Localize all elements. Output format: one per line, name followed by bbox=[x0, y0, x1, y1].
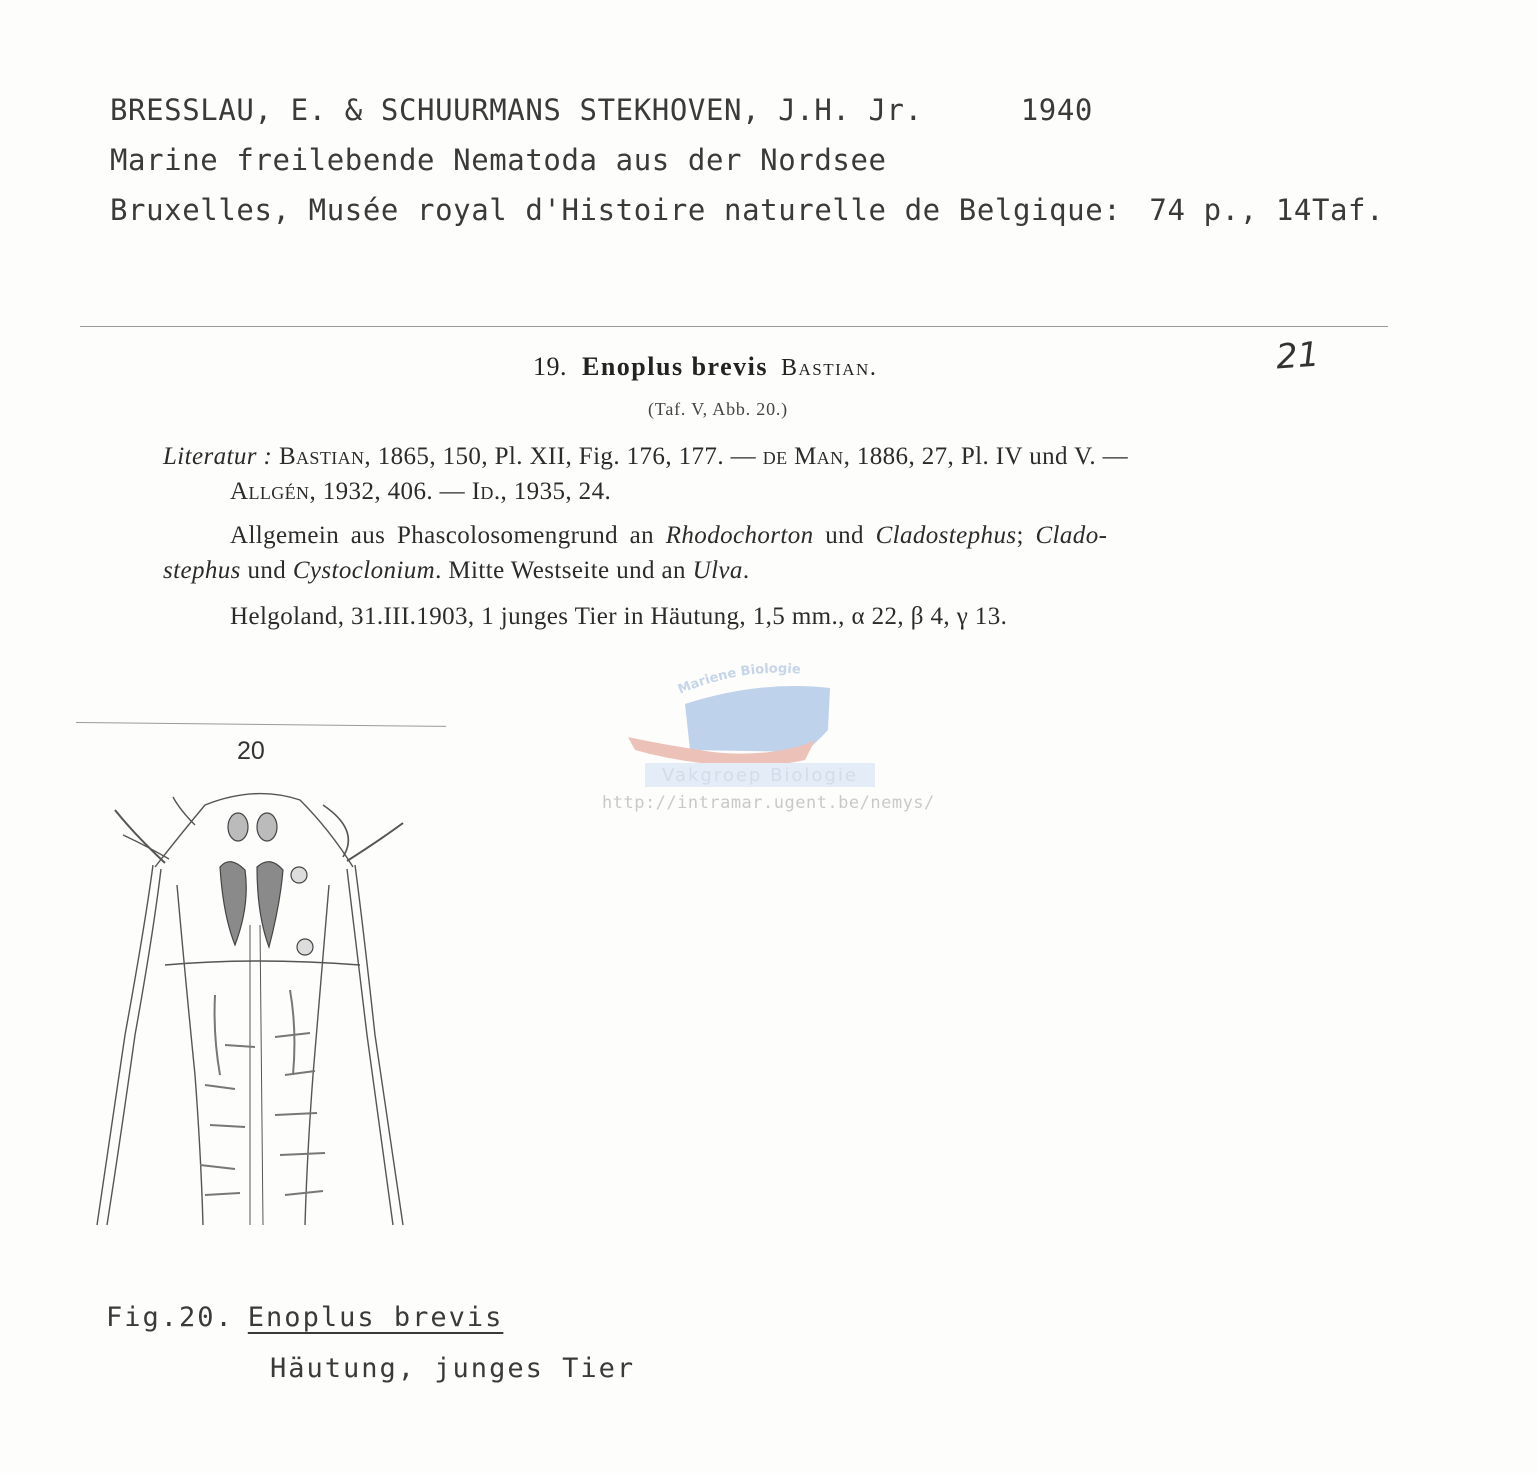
habitat-text: ; bbox=[1016, 522, 1036, 549]
reference-year: 1940 bbox=[1020, 93, 1093, 127]
habitat-genus: Cystoclonium bbox=[292, 557, 436, 584]
literature-line-2 bbox=[230, 478, 611, 506]
species-author: Bastian. bbox=[780, 355, 878, 381]
literature-line-1 bbox=[163, 443, 1128, 471]
nematode-head-illustration bbox=[85, 775, 425, 1235]
reference-authors-text: BRESSLAU, E. & SCHUURMANS STEKHOVEN, J.H. Jr. bbox=[110, 93, 923, 127]
handwritten-page-number: 21 bbox=[1274, 334, 1321, 378]
figure-caption-subtitle: Häutung, junges Tier bbox=[270, 1353, 636, 1384]
watermark-arc-text: Mariene Biologie bbox=[675, 661, 802, 698]
literature-label: Literatur : bbox=[163, 443, 273, 470]
species-name: Enoplus brevis bbox=[582, 352, 768, 381]
reference-title: Marine freilebende Nematoda aus der Nordsee bbox=[110, 143, 887, 177]
habitat-text: und bbox=[813, 522, 876, 549]
habitat-line-1 bbox=[230, 522, 1107, 550]
reference-publisher-text: Bruxelles, Musée royal d'Histoire naturelle de Belgique: bbox=[110, 193, 1122, 227]
divider-top bbox=[80, 326, 1388, 327]
figure-number: 20 bbox=[237, 737, 265, 765]
watermark-group-name: Vakgroep Biologie bbox=[662, 765, 858, 786]
habitat-genus: Rhodochorton bbox=[665, 522, 814, 549]
literature-text: , 1886, 27, Pl. IV und V. — bbox=[843, 443, 1129, 470]
figure-caption-prefix: Fig.20. bbox=[106, 1302, 234, 1333]
habitat-text: und bbox=[240, 557, 293, 584]
divider-figure bbox=[76, 722, 446, 727]
habitat-text: Allgemein aus Phascolosomengrund an bbox=[230, 522, 666, 549]
literature-author-allgen: Allgén bbox=[230, 478, 310, 505]
habitat-genus: Ulva bbox=[692, 557, 743, 584]
habitat-genus: stephus bbox=[163, 557, 241, 584]
habitat-text: . Mitte Westseite und an bbox=[435, 557, 693, 584]
watermark-sail-shape bbox=[685, 686, 830, 752]
reference-publisher bbox=[110, 193, 1384, 227]
literature-author-deman: de Man bbox=[762, 443, 844, 470]
habitat-text: . bbox=[742, 557, 750, 584]
literature-text: , 1865, 150, Pl. XII, Fig. 176, 177. — bbox=[364, 443, 763, 470]
habitat-line-2 bbox=[163, 557, 749, 585]
reference-pages: 74 p., 14Taf. bbox=[1149, 193, 1385, 227]
habitat-genus: Cladostephus bbox=[875, 522, 1017, 549]
habitat-genus: Clado- bbox=[1035, 522, 1108, 549]
tafel-reference: (Taf. V, Abb. 20.) bbox=[648, 399, 788, 419]
literature-text: , 1932, 406. — bbox=[309, 478, 472, 505]
literature-author-bastian: Bastian bbox=[278, 443, 365, 470]
species-number: 19. bbox=[533, 352, 567, 381]
literature-text: , 1935, 24. bbox=[500, 478, 612, 505]
watermark-url: http://intramar.ugent.be/nemys/ bbox=[602, 793, 935, 813]
literature-author-id: Id. bbox=[471, 478, 501, 505]
figure-caption-species: Enoplus brevis bbox=[247, 1302, 504, 1333]
figure-caption-title bbox=[106, 1302, 503, 1333]
reference-authors bbox=[110, 93, 1093, 127]
species-heading bbox=[533, 352, 877, 382]
locality-record: Helgoland, 31.III.1903, 1 junges Tier in Häutung, 1,5 mm., α 22, β 4, γ 13. bbox=[230, 603, 1008, 630]
